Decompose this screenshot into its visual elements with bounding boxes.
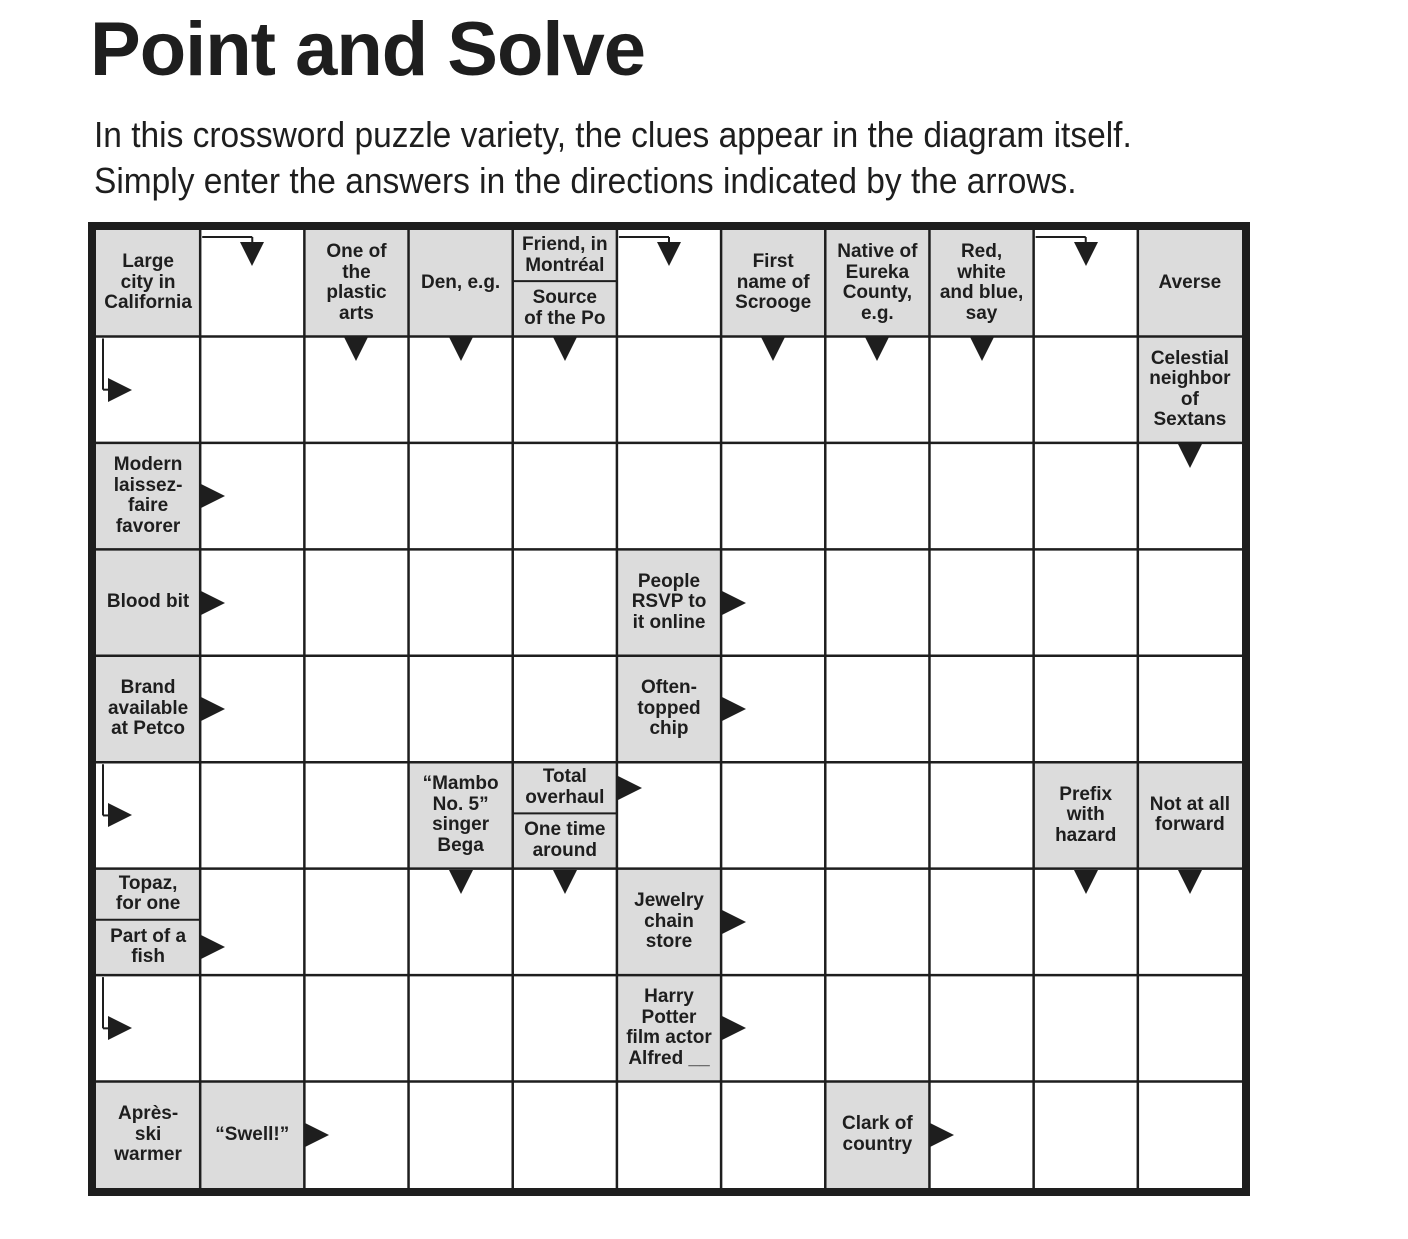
arrow-down-icon [1178,444,1202,468]
instruction-line: In this crossword puzzle variety, the clues appear in the diagram itself. [94,114,1132,155]
arrow-down-icon [1178,870,1202,894]
answer-cell[interactable] [513,656,617,762]
arrow-right-icon [108,378,132,402]
arrow-right-icon [305,1123,329,1147]
clue-cell: Blood bit [96,549,200,655]
answer-cell[interactable] [304,656,408,762]
answer-cell[interactable] [409,975,513,1081]
answer-cell[interactable] [825,656,929,762]
clue-cell: Total overhaul [513,762,617,813]
clue-cell: Native of Eureka County, e.g. [825,230,929,336]
clue-cell: Jewelry chain store [617,869,721,975]
clue-cell: Prefix with hazard [1034,762,1138,868]
arrow-down-icon [657,242,681,266]
arrow-right-icon [722,1016,746,1040]
answer-cell[interactable] [513,975,617,1081]
clue-cell: Après- ski warmer [96,1082,200,1188]
answer-cell[interactable] [1138,656,1242,762]
answer-cell[interactable] [304,443,408,549]
puzzle-title: Point and Solve [90,7,646,92]
clue-cell: Red, white and blue, say [929,230,1033,336]
arrow-right-icon [108,803,132,827]
answer-cell[interactable] [929,549,1033,655]
answer-cell[interactable] [617,1082,721,1188]
answer-cell[interactable] [409,656,513,762]
answer-cell[interactable] [617,443,721,549]
arrow-down-icon [240,242,264,266]
clue-cell: Not at all forward [1138,762,1242,868]
clue-cell: Brand available at Petco [96,656,200,762]
instruction-line: Simply enter the answers in the directions indicated by the arrows. [94,160,1077,201]
arrow-right-icon [201,591,225,615]
arrow-right-icon [722,591,746,615]
answer-cell[interactable] [304,762,408,868]
arrow-down-icon [1074,242,1098,266]
instructions [94,112,1132,204]
arrow-right-icon [618,776,642,800]
clue-cell: “Mambo No. 5” singer Bega [409,762,513,868]
answer-cell[interactable] [409,1082,513,1188]
answer-cell[interactable] [617,336,721,442]
answer-cell[interactable] [929,656,1033,762]
answer-cell[interactable] [1034,656,1138,762]
answer-cell[interactable] [200,336,304,442]
answer-cell[interactable] [825,549,929,655]
answer-cell[interactable] [825,762,929,868]
answer-cell[interactable] [825,443,929,549]
clue-cell: Clark of country [825,1082,929,1188]
answer-cell[interactable] [1034,549,1138,655]
answer-cell[interactable] [1138,1082,1242,1188]
clue-cell: “Swell!” [200,1082,304,1188]
clue-cell: One time around [513,813,617,868]
clue-cell: Part of a fish [96,920,200,975]
clue-cell: Harry Potter film actor Alfred __ [617,975,721,1081]
answer-cell[interactable] [513,1082,617,1188]
answer-cell[interactable] [304,549,408,655]
answer-cell[interactable] [1138,975,1242,1081]
answer-cell[interactable] [929,975,1033,1081]
clue-cell: Source of the Po [513,281,617,336]
arrow-down-icon [553,337,577,361]
arrow-right-icon [201,935,225,959]
clue-cell: One of the plastic arts [304,230,408,336]
answer-cell[interactable] [929,869,1033,975]
clue-cell: People RSVP to it online [617,549,721,655]
arrow-down-icon [449,337,473,361]
arrow-down-icon [761,337,785,361]
clue-cell: Modern laissez- faire favorer [96,443,200,549]
clue-cell: Topaz, for one [96,869,200,920]
clue-cell: Large city in California [96,230,200,336]
clue-cell: Friend, in Montréal [513,230,617,281]
answer-cell[interactable] [929,443,1033,549]
answer-cell[interactable] [1138,549,1242,655]
arrow-down-icon [449,870,473,894]
clue-cell: Celestial neighbor of Sextans [1138,336,1242,442]
answer-cell[interactable] [409,549,513,655]
arrow-down-icon [553,870,577,894]
answer-cell[interactable] [1034,336,1138,442]
answer-cell[interactable] [1034,1082,1138,1188]
arrow-down-icon [1074,870,1098,894]
arrow-right-icon [201,697,225,721]
answer-cell[interactable] [825,975,929,1081]
arrow-down-icon [344,337,368,361]
answer-cell[interactable] [513,443,617,549]
clue-cell: First name of Scrooge [721,230,825,336]
answer-cell[interactable] [1034,443,1138,549]
arrow-right-icon [201,484,225,508]
answer-cell[interactable] [409,443,513,549]
arrow-down-icon [865,337,889,361]
answer-cell[interactable] [304,869,408,975]
answer-cell[interactable] [304,975,408,1081]
answer-cell[interactable] [200,762,304,868]
arrow-right-icon [108,1016,132,1040]
answer-cell[interactable] [721,1082,825,1188]
answer-cell[interactable] [513,549,617,655]
clue-cell: Averse [1138,230,1242,336]
clue-cell: Often- topped chip [617,656,721,762]
answer-cell[interactable] [721,762,825,868]
answer-cell[interactable] [721,443,825,549]
crossword-grid [88,222,1250,1196]
arrow-down-icon [970,337,994,361]
answer-cell[interactable] [929,762,1033,868]
answer-cell[interactable] [825,869,929,975]
arrow-right-icon [930,1123,954,1147]
answer-cell[interactable] [1034,975,1138,1081]
answer-cell[interactable] [200,975,304,1081]
clue-cell: Den, e.g. [409,230,513,336]
arrow-right-icon [722,910,746,934]
arrow-right-icon [722,697,746,721]
